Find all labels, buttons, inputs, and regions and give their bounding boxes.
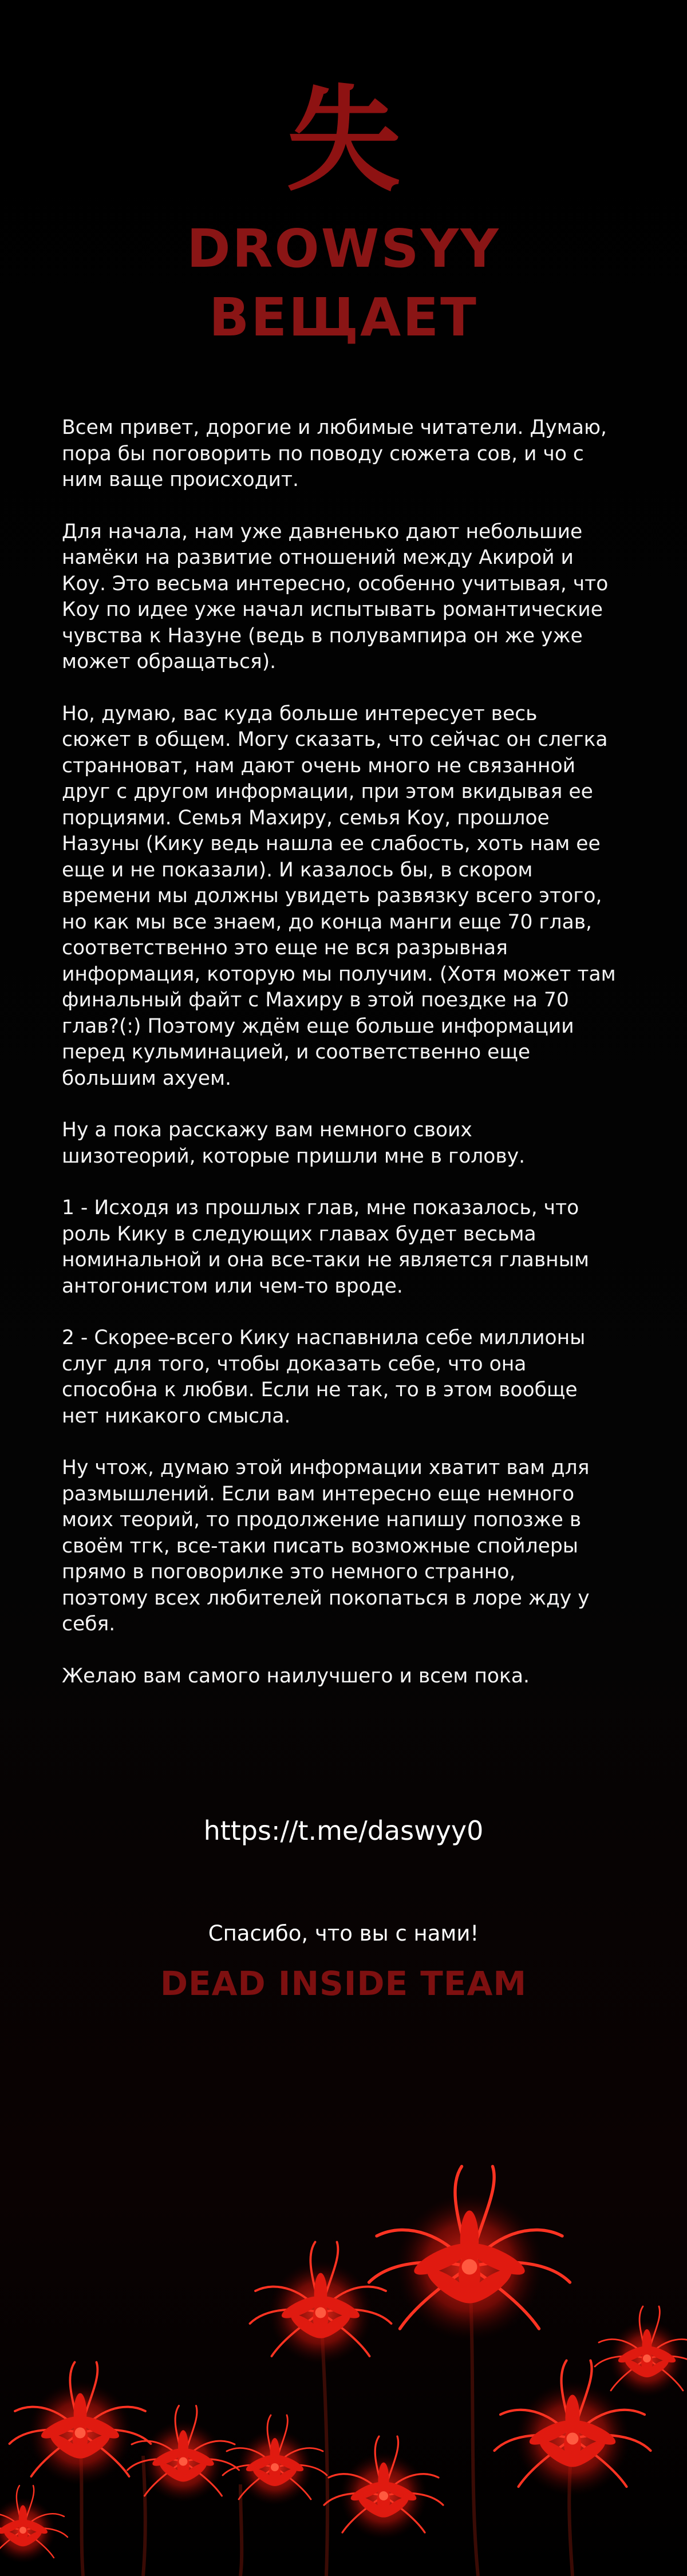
paragraph: Ну а пока расскажу вам немного своих шизотеорий, которые пришли мне в голову.: [62, 1119, 526, 1168]
paragraph: Для начала, нам уже давненько дают небольшие намёки на развитие отношений между Акирой и Коу. Это весьма интересно, особенно учитывая, что Коу по идее уже начал испытывать романтические чувства к Назуне (ведь в полувампира он же уже может обращаться).: [62, 520, 609, 673]
paragraph: Всем привет, дорогие и любимые читатели. Думаю, пора бы поговорить по поводу сюжета сов, и чо с ним ваще происходит.: [62, 416, 607, 491]
paragraph: 2 - Скорее-всего Кику наспавнила себе миллионы слуг для того, чтобы доказать себе, что она способна к любви. Если не так, то в этом вообще нет никакого смысла.: [62, 1326, 586, 1428]
page-title-line-2: ВЕЩАЕТ: [209, 287, 478, 348]
paragraph: Ну чтож, думаю этой информации хватит вам для размышлений. Если вам интересно еще немного моих теорий, то продолжение напишу попозже в своём тгк, все-таки писать возможные спойлеры прямо в поговорилке это немного странно, поэтому всех любителей покопаться в лоре жду у себя.: [62, 1456, 590, 1635]
thanks-text: Спасибо, что вы с нами!: [208, 1921, 479, 1946]
team-name: DEAD INSIDE TEAM: [160, 1964, 527, 2003]
kanji-logo: 失: [286, 73, 401, 207]
paragraph: Желаю вам самого наилучшего и всем пока.: [62, 1664, 530, 1688]
paragraph: 1 - Исходя из прошлых глав, мне показалось, что роль Кику в следующих главах будет весьма номинальной и она все-таки не является главным антогонистом или чем-то вроде.: [62, 1196, 589, 1298]
paragraph: Но, думаю, вас куда больше интересует весь сюжет в общем. Могу сказать, что сейчас он слегка странноват, нам дают очень много не связанной друг с другом информации, при этом вкидывая ее порциями. Семья Махиру, семья Коу, прошлое Назуны (Кику ведь нашла ее слабость, хоть нам ее еще и не показали). И казалось бы, в скором времени мы должны увидеть развязку всего этого, но как мы все знаем, до конца манги еще 70 глав, соответственно это еще не вся разрывная информация, которую мы получим. (Хотя может там финальный файт с Махиру в этой поездке на 70 глав?(:) Поэтому ждём еще больше информации перед кульминацией, и соответственно еще большим ахуем.: [62, 702, 616, 1090]
telegram-link[interactable]: https://t.me/daswyy0: [203, 1815, 484, 1846]
article-body: [62, 415, 652, 1715]
spider-lily-illustration: [0, 2118, 687, 2576]
page-title-line-1: DROWSYY: [187, 218, 500, 279]
